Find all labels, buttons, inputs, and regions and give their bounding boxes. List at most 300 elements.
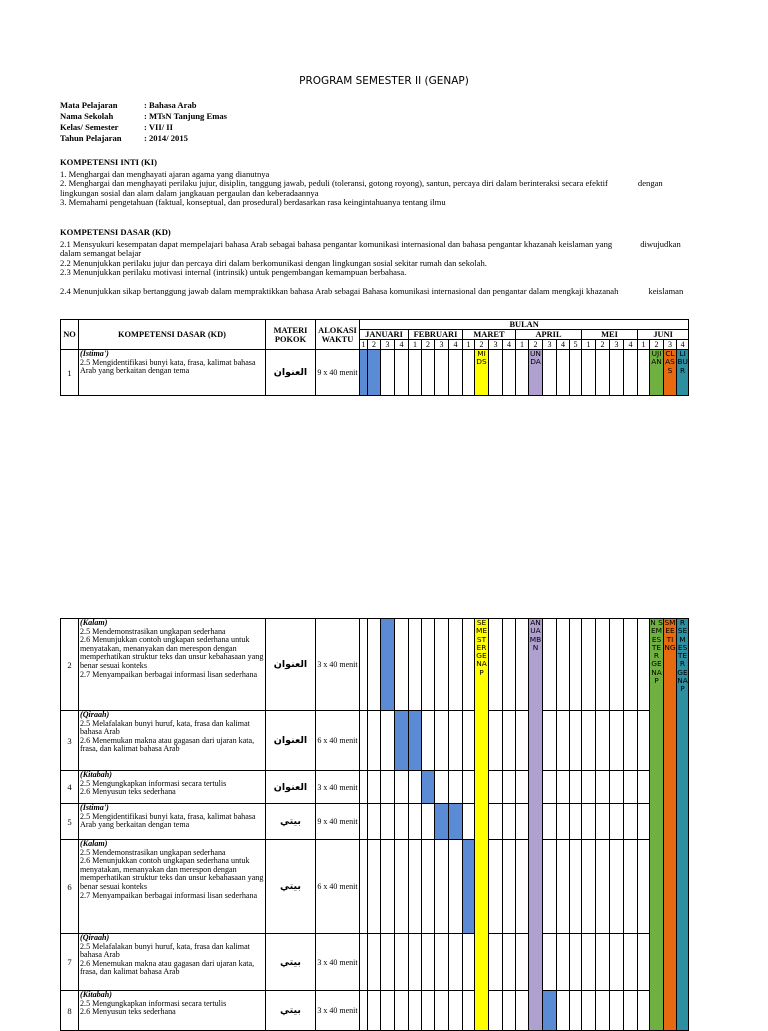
week-cell: [463, 934, 475, 991]
kd-item: dalam semangat belajar: [60, 248, 142, 259]
week-cell: [368, 804, 381, 840]
week-cell: [624, 804, 638, 840]
class-meeting-column: [664, 619, 677, 1031]
week-cell: [435, 771, 449, 804]
week-cell: [381, 711, 395, 771]
week-number: 3: [664, 340, 677, 350]
week-cell: [449, 619, 463, 711]
week-cell: [516, 711, 529, 771]
week-cell: [570, 840, 582, 934]
page-title: PROGRAM SEMESTER II (GENAP): [299, 75, 469, 87]
week-cell: [463, 771, 475, 804]
header-no: NO: [61, 320, 79, 350]
info-value: : Bahasa Arab: [144, 100, 197, 110]
week-cell: [543, 991, 557, 1031]
week-number: 3: [381, 340, 395, 350]
info-value: : VII/ II: [144, 122, 173, 132]
week-cell: [449, 350, 463, 396]
week-cell: [381, 350, 395, 396]
week-cell: [638, 771, 650, 804]
row-number: 4: [61, 771, 79, 804]
week-cell: [503, 934, 516, 991]
week-cell: [422, 711, 435, 771]
week-cell: [570, 934, 582, 991]
kd-line: 2.5 Mengidentifikasi bunyi kata, frasa, kalimat bahasa Arab yang berkaitan dengan tema: [80, 357, 256, 376]
week-cell: [463, 711, 475, 771]
vertical-label: MIDS: [476, 349, 487, 367]
kd-line: 2.6 Menunjukkan contoh ungkapan sederhana untuk menyatakan, menanyakan dan merespon dengan memperhatikan struktur teks dan unsur kebahasaan yang benar sesuai konteks: [80, 635, 264, 670]
week-cell: [395, 619, 409, 711]
week-cell: [516, 934, 529, 991]
kd-cell: [79, 771, 266, 804]
week-cell: [489, 991, 503, 1031]
week-cell: [610, 840, 624, 934]
vertical-label: R SEMESTER GENAP: [677, 618, 688, 694]
week-cell: [449, 771, 463, 804]
month-header: FEBRUARI: [409, 330, 463, 340]
week-cell: [422, 350, 435, 396]
materi-pokok: العنوان: [266, 619, 316, 711]
week-cell: [596, 771, 610, 804]
week-cell: [422, 619, 435, 711]
week-cell: [360, 771, 368, 804]
week-cell: [463, 991, 475, 1031]
info-label: Nama Sekolah: [60, 111, 114, 121]
kd-line: 2.6 Menemukan makna atau gagasan dari ujaran kata, frasa, dan kalimat bahasa Arab: [80, 735, 255, 754]
week-number: 4: [677, 340, 689, 350]
week-cell: [516, 619, 529, 711]
week-number: 4: [449, 340, 463, 350]
week-cell: [422, 934, 435, 991]
alokasi-waktu: 3 x 40 menit: [316, 771, 360, 804]
week-cell: [582, 350, 596, 396]
week-cell: [395, 934, 409, 991]
week-cell: [557, 350, 570, 396]
row-number: 3: [61, 711, 79, 771]
kd-line: 2.6 Menyusun teks sederhana: [80, 1007, 176, 1017]
week-cell: [610, 991, 624, 1031]
ujian-column: [650, 619, 664, 1031]
week-cell: [360, 934, 368, 991]
week-cell: [610, 771, 624, 804]
schedule-table-top: [60, 319, 689, 396]
ki-item: lingkungan sosial dan alam dalam jangkauan pergaulan dan keberadaannya: [60, 187, 319, 198]
week-cell: [489, 934, 503, 991]
week-cell: [570, 804, 582, 840]
table-row: [61, 934, 689, 991]
header-bulan: BULAN: [360, 320, 689, 330]
week-number: 3: [610, 340, 624, 350]
week-number: 4: [557, 340, 570, 350]
week-number: 3: [435, 340, 449, 350]
week-cell: [638, 991, 650, 1031]
week-cell: [570, 350, 582, 396]
week-cell: [624, 840, 638, 934]
week-cell: [638, 840, 650, 934]
kd-line: 2.5 Mengidentifikasi bunyi kata, frasa, kalimat bahasa Arab yang berkaitan dengan tema: [80, 811, 256, 830]
kd-line: 2.5 Mengungkapkan informasi secara tertulis: [80, 998, 227, 1008]
week-cell: [463, 840, 475, 934]
row-number: 7: [61, 934, 79, 991]
vertical-label: SEMESTER GENAP: [475, 618, 488, 677]
week-cell: [489, 619, 503, 711]
ki-item: 2. Menghargai dan menghayati perilaku jujur, disiplin, tanggung jawab, peduli (toleransi, gotong royong), santun, percaya diri dalam berinteraksi secara efektif dengan: [60, 178, 663, 189]
week-cell: [360, 711, 368, 771]
kd-cell: [79, 934, 266, 991]
week-cell: [449, 711, 463, 771]
kd-line: 2.5 Mendemonstrasikan ungkapan sederhana: [80, 626, 226, 636]
week-cell: [381, 991, 395, 1031]
week-cell: [582, 619, 596, 711]
kd-item: 2.1 Mensyukuri kesempatan dapat mempelajari bahasa Arab sebagai bahasa pengantar komunikasi internasional dan bahasa pengantar khazanah keislaman yang diwujudkan: [60, 238, 681, 249]
week-cell: [409, 771, 422, 804]
week-cell: [516, 804, 529, 840]
week-cell: [543, 804, 557, 840]
week-cell: [395, 350, 409, 396]
materi-pokok: بيتي: [266, 991, 316, 1031]
week-cell: [463, 619, 475, 711]
skill-label: (Kalam): [80, 839, 108, 848]
week-number: 4: [395, 340, 409, 350]
header-kd: KOMPETENSI DASAR (KD): [79, 320, 266, 350]
week-cell: [368, 991, 381, 1031]
week-cell: [638, 934, 650, 991]
vertical-label: SMEETING: [664, 618, 676, 652]
week-cell: [395, 840, 409, 934]
week-number: 1: [463, 340, 475, 350]
week-number: 3: [489, 340, 503, 350]
week-cell: [543, 711, 557, 771]
week-cell: [610, 711, 624, 771]
skill-label: (Istima'): [80, 349, 109, 358]
kd-line: 2.5 Melafalakan bunyi huruf, kata, frasa dan kalimat bahasa Arab: [80, 941, 250, 960]
week-number: 2: [529, 340, 543, 350]
week-cell: [409, 991, 422, 1031]
schedule-table-bottom: [60, 618, 689, 1031]
materi-pokok: بيتي: [266, 804, 316, 840]
week-cell: [368, 934, 381, 991]
week-cell: [368, 619, 381, 711]
alokasi-waktu: 9 x 40 menit: [316, 804, 360, 840]
kd-item: 2.4 Menunjukkan sikap bertanggung jawab dalam mempraktikkan bahasa Arab sebagai Bahasa komunikasi internasional dan pengantar dalam mengkaji khazanah keislaman: [60, 285, 684, 296]
skill-label: (Istima'): [80, 803, 109, 812]
week-cell: [557, 804, 570, 840]
month-header: MARET: [463, 330, 516, 340]
skill-label: (Kitabah): [80, 770, 112, 779]
week-cell: [381, 934, 395, 991]
week-cell: [596, 711, 610, 771]
table-row: [61, 804, 689, 840]
week-cell: [582, 711, 596, 771]
week-cell: [449, 934, 463, 991]
un-column: [529, 619, 543, 1031]
week-cell: [557, 934, 570, 991]
week-cell: [638, 350, 650, 396]
week-cell: [582, 840, 596, 934]
week-cell: [489, 771, 503, 804]
week-cell: [409, 804, 422, 840]
week-cell: [503, 804, 516, 840]
week-cell: [368, 771, 381, 804]
kd-item: 2.2 Menunjukkan perilaku jujur dan percaya diri dalam berkomunikasi dengan lingkungan sosial sekitar rumah dan sekolah.: [60, 257, 487, 268]
week-cell: [516, 771, 529, 804]
alokasi-waktu: 6 x 40 menit: [316, 711, 360, 771]
week-cell: [422, 771, 435, 804]
week-cell: [596, 840, 610, 934]
week-cell: [381, 804, 395, 840]
week-cell: [543, 350, 557, 396]
week-cell: [570, 771, 582, 804]
week-cell: [596, 991, 610, 1031]
week-cell: [582, 991, 596, 1031]
vertical-label: UJIAN: [651, 349, 662, 367]
week-cell: [516, 991, 529, 1031]
kd-cell: [79, 840, 266, 934]
vertical-label: AN UAMBN: [529, 618, 542, 652]
week-cell: [596, 350, 610, 396]
week-cell: [543, 934, 557, 991]
info-value: : 2014/ 2015: [144, 133, 188, 143]
week-cell: [381, 771, 395, 804]
week-number: 1: [638, 340, 650, 350]
week-cell: [557, 991, 570, 1031]
mid-semester-column: [475, 350, 489, 396]
subject-info: [60, 100, 227, 144]
month-header: MEI: [582, 330, 638, 340]
week-number: 2: [596, 340, 610, 350]
month-header: JANUARI: [360, 330, 409, 340]
week-cell: [489, 350, 503, 396]
week-cell: [582, 804, 596, 840]
mid-semester-column: [475, 619, 489, 1031]
week-cell: [638, 619, 650, 711]
kd-cell: [79, 711, 266, 771]
skill-label: (Qiraah): [80, 710, 110, 719]
week-cell: [624, 934, 638, 991]
week-cell: [435, 934, 449, 991]
week-cell: [638, 711, 650, 771]
month-header: JUNI: [638, 330, 689, 340]
week-number: 2: [650, 340, 664, 350]
skill-label: (Qiraah): [80, 933, 110, 942]
class-meeting-column: [664, 350, 677, 396]
week-cell: [409, 619, 422, 711]
week-cell: [368, 711, 381, 771]
week-cell: [435, 350, 449, 396]
week-cell: [610, 934, 624, 991]
week-cell: [596, 804, 610, 840]
alokasi-waktu: 3 x 40 menit: [316, 934, 360, 991]
week-cell: [624, 991, 638, 1031]
info-value: : MTsN Tanjung Emas: [144, 111, 228, 121]
kd-cell: [79, 991, 266, 1031]
week-cell: [503, 350, 516, 396]
header-materi: MATERI POKOK: [266, 320, 316, 350]
week-cell: [463, 804, 475, 840]
week-cell: [360, 804, 368, 840]
skill-label: (Kitabah): [80, 990, 112, 999]
week-cell: [570, 711, 582, 771]
kd-cell: [79, 619, 266, 711]
header-alokasi: ALOKASI WAKTU: [316, 320, 360, 350]
table-row: [61, 711, 689, 771]
skill-label: (Kalam): [80, 618, 108, 627]
alokasi-waktu: 3 x 40 menit: [316, 991, 360, 1031]
week-cell: [409, 934, 422, 991]
info-label: Tahun Pelajaran: [60, 133, 122, 143]
week-cell: [463, 350, 475, 396]
un-column: [529, 350, 543, 396]
week-number: 4: [624, 340, 638, 350]
row-number: 8: [61, 991, 79, 1031]
week-cell: [516, 840, 529, 934]
vertical-label: N SEMESTER GENAP: [650, 618, 663, 686]
kd-line: 2.6 Menemukan makna atau gagasan dari ujaran kata, frasa, dan kalimat bahasa Arab: [80, 958, 255, 977]
info-label: Mata Pelajaran: [60, 100, 118, 110]
kd-cell: [79, 350, 266, 396]
week-number: 4: [503, 340, 516, 350]
week-cell: [422, 840, 435, 934]
week-cell: [368, 350, 381, 396]
ki-heading: KOMPETENSI INTI (KI): [60, 157, 157, 167]
week-cell: [596, 619, 610, 711]
week-cell: [557, 711, 570, 771]
kd-line: 2.6 Menyusun teks sederhana: [80, 787, 176, 797]
week-cell: [489, 840, 503, 934]
week-cell: [381, 619, 395, 711]
week-cell: [422, 991, 435, 1031]
kd-line: 2.7 Menyampaikan berbagai informasi lisan sederhana: [80, 890, 258, 900]
week-cell: [596, 934, 610, 991]
kompetensi-inti-section: [60, 158, 710, 208]
materi-pokok: العنوان: [266, 771, 316, 804]
table-row: [61, 840, 689, 934]
week-number: 3: [543, 340, 557, 350]
week-cell: [638, 804, 650, 840]
week-cell: [435, 840, 449, 934]
week-cell: [381, 840, 395, 934]
week-cell: [610, 804, 624, 840]
materi-pokok: العنوان: [266, 350, 316, 396]
week-number: 1: [582, 340, 596, 350]
week-cell: [360, 991, 368, 1031]
month-header: APRIL: [516, 330, 582, 340]
week-cell: [610, 350, 624, 396]
week-number: 1: [409, 340, 422, 350]
week-cell: [489, 804, 503, 840]
row-number: 6: [61, 840, 79, 934]
info-label: Kelas/ Semester: [60, 122, 119, 132]
kd-line: 2.5 Melafalakan bunyi huruf, kata, frasa dan kalimat bahasa Arab: [80, 718, 250, 737]
week-cell: [624, 619, 638, 711]
row-number: 1: [61, 350, 79, 396]
week-cell: [570, 619, 582, 711]
week-cell: [435, 991, 449, 1031]
week-cell: [543, 840, 557, 934]
week-number: 1: [361, 340, 366, 349]
week-cell: [582, 771, 596, 804]
table-row: [61, 771, 689, 804]
week-cell: [395, 991, 409, 1031]
week-cell: [435, 619, 449, 711]
materi-pokok: بيتي: [266, 934, 316, 991]
row-number: 5: [61, 804, 79, 840]
week-number: 1: [516, 340, 529, 350]
week-cell: [368, 840, 381, 934]
ujian-column: [650, 350, 664, 396]
week-cell: [395, 771, 409, 804]
materi-pokok: العنوان: [266, 711, 316, 771]
week-cell: [435, 711, 449, 771]
week-cell: [582, 934, 596, 991]
week-cell: [360, 619, 368, 711]
vertical-label: CLASS: [665, 349, 675, 375]
kd-line: 2.5 Mengungkapkan informasi secara tertulis: [80, 778, 227, 788]
alokasi-waktu: 3 x 40 menit: [316, 619, 360, 711]
kd-line: 2.6 Menunjukkan contoh ungkapan sederhana untuk menyatakan, menanyakan dan merespon dengan memperhatikan struktur teks dan unsur kebahasaan yang benar sesuai konteks: [80, 856, 264, 891]
alokasi-waktu: 6 x 40 menit: [316, 840, 360, 934]
week-cell: [449, 840, 463, 934]
week-cell: [624, 771, 638, 804]
libur-column: [677, 350, 689, 396]
kd-cell: [79, 804, 266, 840]
week-number: 2: [475, 340, 489, 350]
kd-item: 2.3 Menunjukkan perilaku motivasi internal (intrinsik) untuk pengembangan kemampuan berbahasa.: [60, 267, 407, 278]
week-cell: [543, 771, 557, 804]
week-cell: [395, 711, 409, 771]
ki-item: 1. Menghargai dan menghayati ajaran agama yang dianutnya: [60, 168, 270, 179]
row-number: 2: [61, 619, 79, 711]
week-cell: [360, 840, 368, 934]
week-cell: [503, 711, 516, 771]
week-cell: [360, 350, 368, 396]
week-number: 2: [368, 340, 381, 350]
week-number: 5: [570, 340, 582, 350]
week-cell: [409, 350, 422, 396]
week-cell: [409, 840, 422, 934]
week-cell: [503, 991, 516, 1031]
week-cell: [557, 619, 570, 711]
week-cell: [449, 804, 463, 840]
week-cell: [516, 350, 529, 396]
kd-line: 2.7 Menyampaikan berbagai informasi lisan sederhana: [80, 669, 258, 679]
week-cell: [409, 711, 422, 771]
materi-pokok: بيتي: [266, 840, 316, 934]
week-cell: [570, 991, 582, 1031]
week-cell: [624, 711, 638, 771]
week-cell: [610, 619, 624, 711]
alokasi-waktu: 9 x 40 menit: [316, 350, 360, 396]
week-cell: [422, 804, 435, 840]
week-cell: [557, 771, 570, 804]
week-cell: [624, 350, 638, 396]
week-number: 2: [422, 340, 435, 350]
table-row: [61, 619, 689, 711]
ki-item: 3. Memahami pengetahuan (faktual, konseptual, dan prosedural) berdasarkan rasa keingintahuanya tentang ilmu: [60, 197, 446, 208]
week-cell: [435, 804, 449, 840]
week-cell: [503, 771, 516, 804]
kd-heading: KOMPETENSI DASAR (KD): [60, 227, 171, 237]
week-cell: [543, 619, 557, 711]
libur-column: [677, 619, 689, 1031]
table-row: [61, 991, 689, 1031]
week-cell: [489, 711, 503, 771]
week-cell: [503, 840, 516, 934]
vertical-label: UN DA: [530, 349, 541, 367]
week-cell: [395, 804, 409, 840]
kd-line: 2.5 Mendemonstrasikan ungkapan sederhana: [80, 847, 226, 857]
kompetensi-dasar-section: [60, 228, 710, 297]
